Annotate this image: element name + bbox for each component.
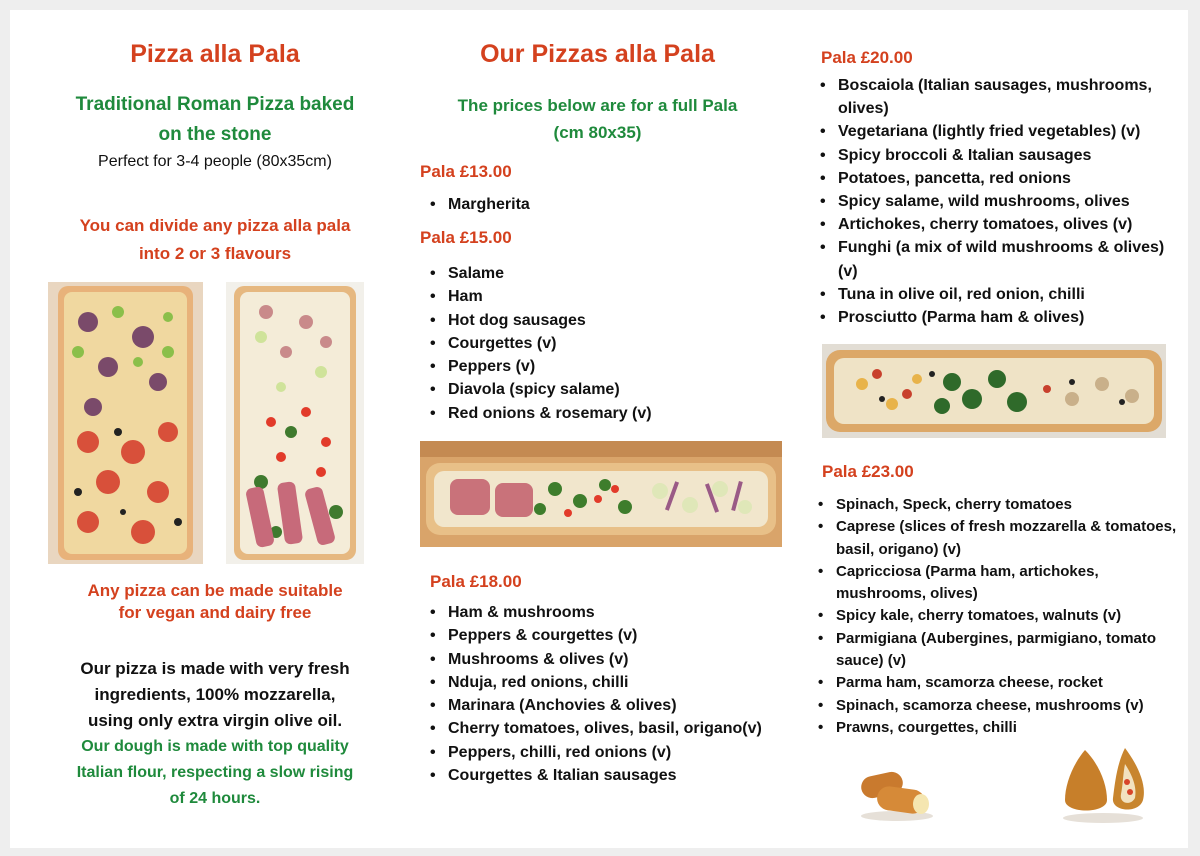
menu-item: • Diavola (spicy salame) [430, 378, 790, 401]
menu-sheet [10, 10, 1188, 848]
menu-item: • Red onions & rosemary (v) [430, 402, 790, 425]
menu-item: • Tuna in olive oil, red onion, chilli [820, 283, 1180, 306]
price-heading-23: Pala £23.00 [822, 462, 914, 481]
menu-item: • Courgettes (v) [430, 332, 790, 355]
menu-item: • Ham [430, 285, 790, 308]
menu-item: • Courgettes & Italian sausages [430, 764, 800, 787]
col2-prices-line1: The prices below are for a full Pala [457, 96, 738, 115]
menu-item: • Caprese (slices of fresh mozzarella & tomatoes, basil, origano) (v) [818, 516, 1183, 561]
menu-item: • Prawns, courgettes, chilli [818, 717, 1183, 739]
menu-item: • Mushrooms & olives (v) [430, 648, 800, 671]
col1-dough-note [20, 734, 410, 812]
menu-list-13 [430, 193, 790, 216]
menu-item: • Artichokes, cherry tomatoes, olives (v) [820, 213, 1180, 236]
menu-item: • Vegetariana (lightly fried vegetables) (v) [820, 120, 1180, 143]
menu-item: • Spicy broccoli & Italian sausages [820, 144, 1180, 167]
col2-prices-line2: (cm 80x35) [553, 123, 642, 142]
menu-item: • Peppers (v) [430, 355, 790, 378]
col1-dough-line: of 24 hours. [169, 790, 261, 807]
menu-item: • Hot dog sausages [430, 309, 790, 332]
menu-item: • Ham & mushrooms [430, 601, 800, 624]
croquettes-photo [855, 762, 939, 822]
menu-item: • Salame [430, 262, 790, 285]
col1-fresh-line: Our pizza is made with very fresh [80, 659, 350, 678]
col2-title: Our Pizzas alla Pala [480, 40, 715, 68]
col1-title: Pizza alla Pala [130, 40, 300, 68]
col1-dough-line: Our dough is made with top quality [81, 738, 349, 755]
price-heading-13: Pala £13.00 [420, 162, 512, 181]
menu-item: • Boscaiola (Italian sausages, mushrooms, olives) [820, 74, 1180, 120]
menu-item: • Parma ham, scamorza cheese, rocket [818, 672, 1183, 694]
pizza-photo-1 [48, 282, 203, 564]
col1-divide-note [20, 212, 410, 268]
menu-list-15 [430, 262, 790, 425]
menu-item: • Prosciutto (Parma ham & olives) [820, 306, 1180, 329]
menu-item: • Peppers & courgettes (v) [430, 624, 800, 647]
pizza-photo-4 [822, 344, 1166, 438]
menu-item: • Peppers, chilli, red onions (v) [430, 741, 800, 764]
arancini-photo [1055, 744, 1153, 824]
menu-item: • Spicy salame, wild mushrooms, olives [820, 190, 1180, 213]
price-heading-18: Pala £18.00 [430, 572, 522, 591]
col1-subtitle [20, 90, 410, 150]
menu-item: • Capricciosa (Parma ham, artichokes, mushrooms, olives) [818, 561, 1183, 606]
col1-dough-line: Italian flour, respecting a slow rising [76, 764, 354, 781]
menu-item: • Nduja, red onions, chilli [430, 671, 800, 694]
menu-item: • Funghi (a mix of wild mushrooms & olives) (v) [820, 236, 1180, 282]
col1-vegan-line2: for vegan and dairy free [118, 603, 312, 622]
menu-item: • Spinach, Speck, cherry tomatoes [818, 494, 1183, 516]
menu-item: • Spinach, scamorza cheese, mushrooms (v) [818, 695, 1183, 717]
menu-item: • Margherita [430, 193, 790, 216]
col1-divide-line1: You can divide any pizza alla pala [79, 216, 351, 235]
col1-fresh-ingredients [20, 656, 410, 734]
menu-list-18 [430, 601, 800, 787]
price-heading-20: Pala £20.00 [821, 48, 913, 67]
col1-fresh-line: using only extra virgin olive oil. [87, 711, 343, 730]
col1-subtitle-line1: Traditional Roman Pizza baked [75, 94, 355, 115]
col1-fresh-line: ingredients, 100% mozzarella, [94, 685, 336, 704]
col1-perfect-for: Perfect for 3-4 people (80x35cm) [98, 153, 332, 170]
col2-prices-note [400, 92, 795, 146]
pizza-photo-3 [420, 441, 782, 547]
pizza-photo-2 [226, 282, 364, 564]
col1-divide-line2: into 2 or 3 flavours [138, 244, 292, 263]
price-heading-15: Pala £15.00 [420, 228, 512, 247]
menu-item: • Parmigiana (Aubergines, parmigiano, tomato sauce) (v) [818, 628, 1183, 673]
menu-item: • Marinara (Anchovies & olives) [430, 694, 800, 717]
menu-list-20 [820, 74, 1180, 329]
col1-subtitle-line2: on the stone [158, 124, 272, 145]
menu-item: • Cherry tomatoes, olives, basil, origano(v) [430, 717, 800, 740]
col1-vegan-note [20, 580, 410, 624]
col1-vegan-line1: Any pizza can be made suitable [87, 581, 343, 600]
menu-list-23 [818, 494, 1183, 739]
menu-item: • Potatoes, pancetta, red onions [820, 167, 1180, 190]
menu-item: • Spicy kale, cherry tomatoes, walnuts (v) [818, 605, 1183, 627]
